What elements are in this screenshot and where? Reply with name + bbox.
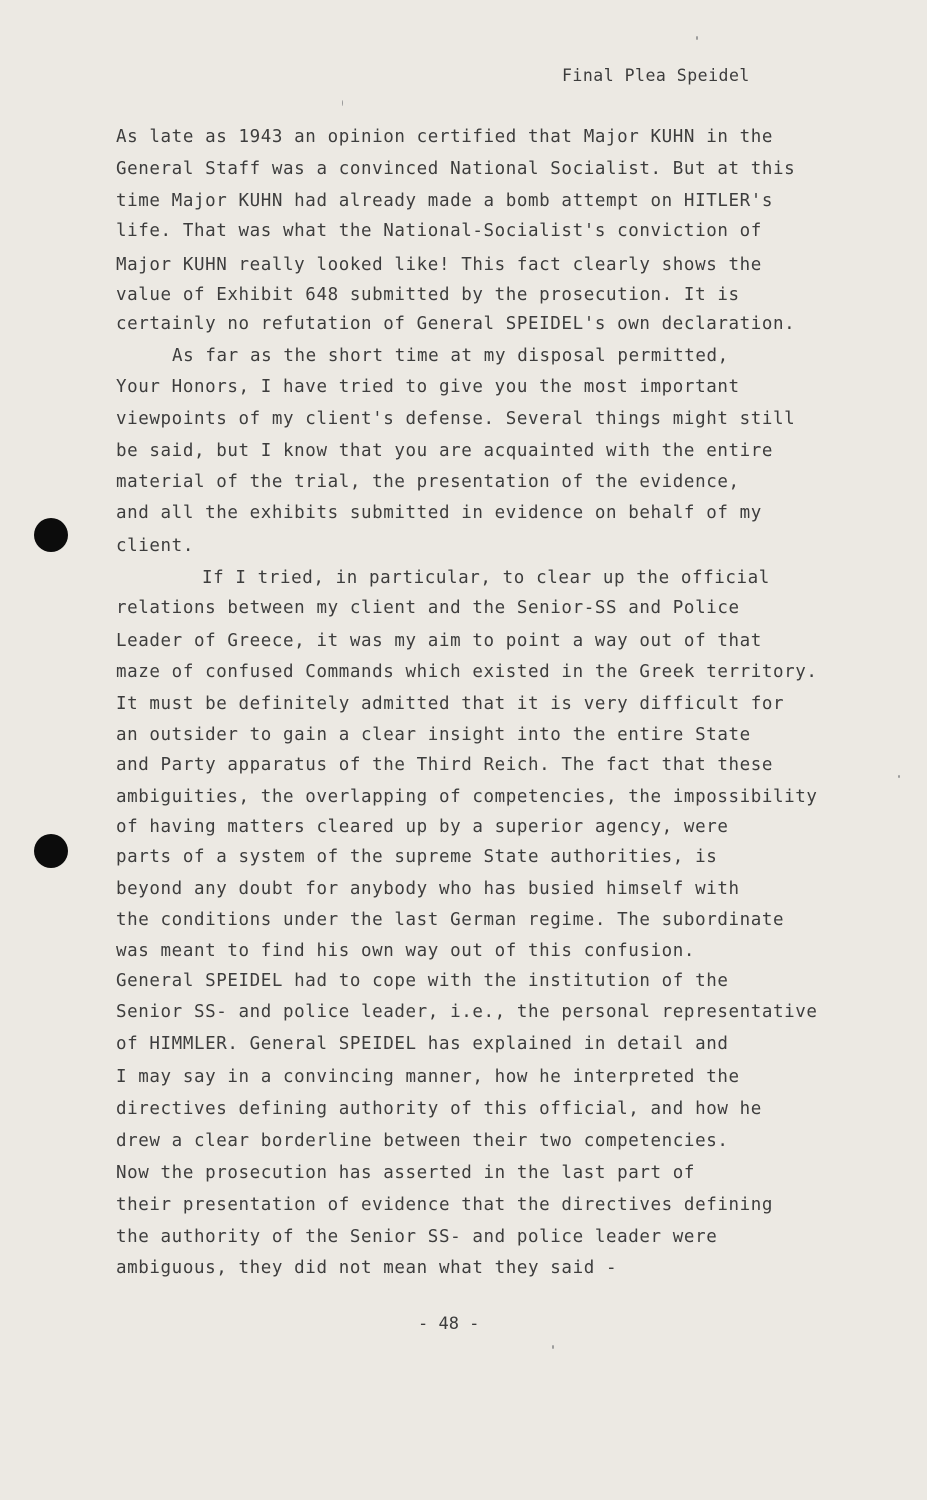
- text-line: beyond any doubt for anybody who has busied himself with: [116, 879, 740, 899]
- text-line: relations between my client and the Senior-SS and Police: [116, 598, 740, 618]
- punch-hole: [34, 518, 68, 552]
- text-line: General SPEIDEL had to cope with the institution of the: [116, 971, 729, 991]
- text-line: value of Exhibit 648 submitted by the prosecution. It is: [116, 285, 740, 305]
- text-line: material of the trial, the presentation of the evidence,: [116, 472, 740, 492]
- text-line: parts of a system of the supreme State authorities, is: [116, 847, 718, 867]
- text-line: maze of confused Commands which existed in the Greek territory.: [116, 662, 818, 682]
- text-line: client.: [116, 536, 194, 556]
- text-line: Senior SS- and police leader, i.e., the personal representative: [116, 1002, 818, 1022]
- text-line: Leader of Greece, it was my aim to point a way out of that: [116, 631, 762, 651]
- text-line: Now the prosecution has asserted in the last part of: [116, 1163, 696, 1183]
- paper-speck: [552, 1345, 554, 1349]
- paper-speck: [342, 100, 343, 106]
- text-line: General Staff was a convinced National Socialist. But at this: [116, 159, 796, 179]
- text-line: and all the exhibits submitted in evidence on behalf of my: [116, 503, 762, 523]
- text-line: As far as the short time at my disposal permitted,: [172, 346, 729, 366]
- text-line: of HIMMLER. General SPEIDEL has explained in detail and: [116, 1034, 729, 1054]
- text-line: directives defining authority of this official, and how he: [116, 1099, 762, 1119]
- text-line: As late as 1943 an opinion certified that Major KUHN in the: [116, 127, 774, 147]
- text-line: an outsider to gain a clear insight into the entire State: [116, 725, 751, 745]
- punch-hole: [34, 834, 68, 868]
- page-header: Final Plea Speidel: [562, 66, 750, 85]
- text-line: of having matters cleared up by a superior agency, were: [116, 817, 729, 837]
- text-line: be said, but I know that you are acquainted with the entire: [116, 441, 774, 461]
- text-line: viewpoints of my client's defense. Several things might still: [116, 409, 796, 429]
- text-line: their presentation of evidence that the directives defining: [116, 1195, 774, 1215]
- text-line: I may say in a convincing manner, how he interpreted the: [116, 1067, 740, 1087]
- text-line: certainly no refutation of General SPEIDEL's own declaration.: [116, 314, 796, 334]
- paper-speck: [898, 775, 900, 778]
- page-number: - 48 -: [418, 1314, 480, 1334]
- text-line: drew a clear borderline between their two competencies.: [116, 1131, 729, 1151]
- text-line: was meant to find his own way out of this confusion.: [116, 941, 696, 961]
- text-line: Your Honors, I have tried to give you the most important: [116, 377, 740, 397]
- text-line: life. That was what the National-Socialist's conviction of: [116, 221, 762, 241]
- text-line: time Major KUHN had already made a bomb attempt on HITLER's: [116, 191, 774, 211]
- text-line: the authority of the Senior SS- and police leader were: [116, 1227, 718, 1247]
- text-line: It must be definitely admitted that it is very difficult for: [116, 694, 785, 714]
- text-line: ambiguous, they did not mean what they said -: [116, 1258, 618, 1278]
- text-line: If I tried, in particular, to clear up the official: [202, 568, 770, 588]
- text-line: Major KUHN really looked like! This fact clearly shows the: [116, 255, 762, 275]
- text-line: the conditions under the last German regime. The subordinate: [116, 910, 785, 930]
- text-line: and Party apparatus of the Third Reich. The fact that these: [116, 755, 774, 775]
- paper-speck: [696, 36, 698, 40]
- text-line: ambiguities, the overlapping of competencies, the impossibility: [116, 787, 818, 807]
